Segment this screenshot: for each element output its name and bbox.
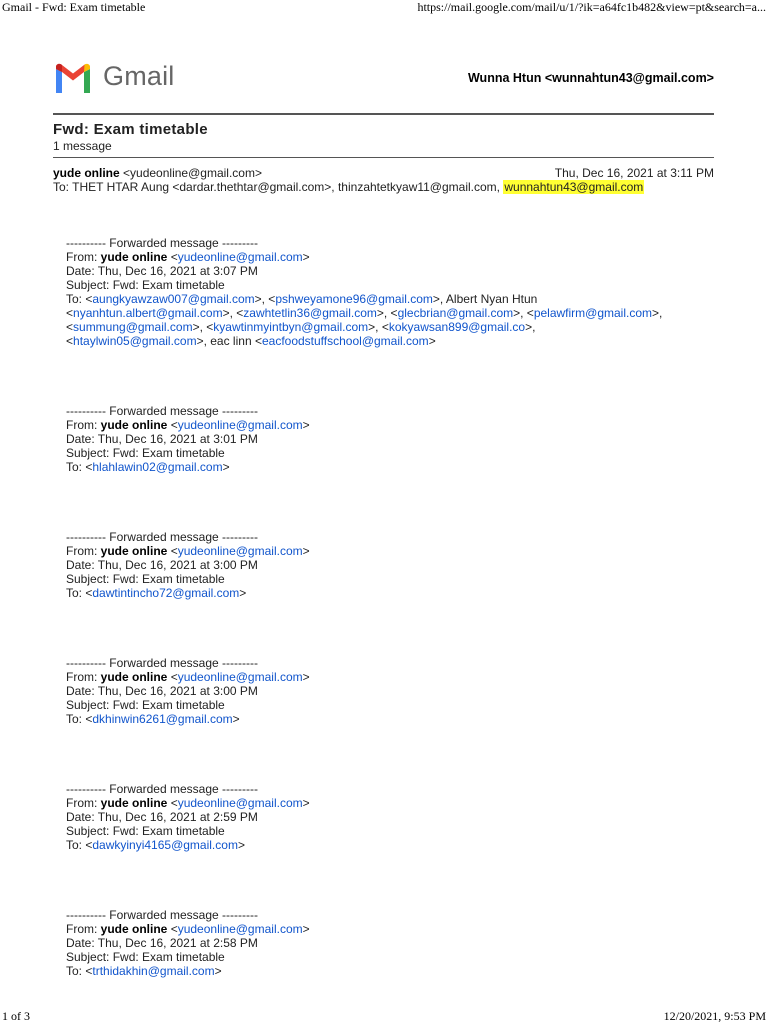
forward-separator	[66, 236, 662, 250]
recipient-email-link[interactable]: dkhinwin6261@gmail.com	[92, 712, 233, 726]
forward-separator	[66, 656, 310, 670]
print-datetime: 12/20/2021, 9:53 PM	[663, 1009, 766, 1023]
forward-from	[66, 670, 310, 684]
recipient-text: >	[232, 712, 240, 726]
forward-from	[66, 250, 662, 264]
forward-to-line	[66, 292, 662, 306]
from-lt: <	[167, 250, 178, 264]
from-lt: <	[167, 418, 178, 432]
from-name: yude online	[100, 544, 168, 558]
forward-subject: Subject: Fwd: Exam timetable	[66, 446, 225, 460]
recipient-email-link[interactable]: kokyawsan899@gmail.co	[388, 320, 526, 334]
forward-from	[66, 922, 310, 936]
forwarded-message-block	[66, 782, 310, 852]
separator-text: ---------- Forwarded message ---------	[66, 908, 258, 922]
highlighted-recipient: wunnahtun43@gmail.com	[504, 180, 644, 194]
gmail-logo	[53, 63, 183, 95]
forwarded-message-block	[66, 908, 310, 978]
forward-date: Date: Thu, Dec 16, 2021 at 3:01 PM	[66, 432, 258, 446]
from-gt: >	[302, 544, 310, 558]
separator-text: ---------- Forwarded message ---------	[66, 404, 258, 418]
forward-separator	[66, 908, 310, 922]
recipient-email-link[interactable]: aungkyawzaw007@gmail.com	[92, 292, 255, 306]
recipient-text: >, <	[513, 306, 534, 320]
forward-subject: Subject: Fwd: Exam timetable	[66, 572, 225, 586]
from-lt: <	[167, 922, 178, 936]
from-name: yude online	[100, 418, 168, 432]
recipient-text: >,	[525, 320, 536, 334]
message-count: 1 message	[53, 139, 112, 153]
forward-to-line	[66, 838, 310, 852]
recipient-text: To: <	[66, 838, 93, 852]
recipient-text: >, Albert Nyan Htun	[432, 292, 538, 306]
recipient-text: >, <	[222, 306, 244, 320]
from-label: From:	[66, 250, 101, 264]
forward-to-line	[66, 320, 662, 334]
gmail-m-icon	[53, 63, 93, 93]
from-gt: >	[302, 922, 310, 936]
from-name: yude online	[100, 250, 168, 264]
forward-subject: Subject: Fwd: Exam timetable	[66, 278, 225, 292]
print-header-url: https://mail.google.com/mail/u/1/?ik=a64fc1b482&view=pt&search=a...	[417, 0, 766, 14]
from-email-link[interactable]: yudeonline@gmail.com	[177, 922, 303, 936]
subject-divider	[53, 157, 714, 158]
recipient-email-link[interactable]: dawtintincho72@gmail.com	[92, 586, 240, 600]
from-label: From:	[66, 922, 101, 936]
recipient-email-link[interactable]: pshweyamone96@gmail.com	[275, 292, 433, 306]
recipient-text: To: <	[66, 964, 93, 978]
recipient-text: >	[239, 586, 247, 600]
from-name: yude online	[100, 922, 168, 936]
recipient-email-link[interactable]: htaylwin05@gmail.com	[73, 334, 197, 348]
recipient-text: <	[66, 320, 74, 334]
from-lt: <	[167, 670, 178, 684]
recipient-text: >	[222, 460, 230, 474]
separator-tail: ---------	[222, 236, 258, 250]
recipient-text: >, eac linn <	[196, 334, 262, 348]
recipient-email-link[interactable]: nyanhtun.albert@gmail.com	[73, 306, 223, 320]
header-divider	[53, 113, 714, 115]
forward-separator	[66, 404, 310, 418]
forward-separator	[66, 530, 310, 544]
from-email-link[interactable]: yudeonline@gmail.com	[177, 670, 303, 684]
from-gt: >	[302, 250, 310, 264]
forward-date: Date: Thu, Dec 16, 2021 at 3:00 PM	[66, 684, 258, 698]
recipient-email-link[interactable]: kyawtinmyintbyn@gmail.com	[213, 320, 369, 334]
forward-date: Date: Thu, Dec 16, 2021 at 2:58 PM	[66, 936, 258, 950]
forward-to-line	[66, 334, 662, 348]
recipient-email-link[interactable]: hlahlawin02@gmail.com	[92, 460, 223, 474]
recipient-text: >	[237, 838, 245, 852]
forward-to-line	[66, 306, 662, 320]
from-email-link[interactable]: yudeonline@gmail.com	[177, 796, 303, 810]
forward-separator	[66, 782, 310, 796]
thread-subject: Fwd: Exam timetable	[53, 121, 208, 138]
message-recipients	[53, 180, 644, 194]
forward-date: Date: Thu, Dec 16, 2021 at 2:59 PM	[66, 810, 258, 824]
from-label: From:	[66, 544, 101, 558]
recipient-text: >, <	[368, 320, 389, 334]
separator-text: ---------- Forwarded message	[66, 236, 223, 250]
forward-from	[66, 544, 310, 558]
from-lt: <	[167, 544, 178, 558]
from-label: From:	[66, 670, 101, 684]
separator-text: ---------- Forwarded message ---------	[66, 656, 258, 670]
recipient-email-link[interactable]: eacfoodstuffschool@gmail.com	[261, 334, 429, 348]
recipient-email-link[interactable]: dawkyinyi4165@gmail.com	[92, 838, 238, 852]
forward-date: Date: Thu, Dec 16, 2021 at 3:00 PM	[66, 558, 258, 572]
from-email-link[interactable]: yudeonline@gmail.com	[177, 250, 303, 264]
forward-subject: Subject: Fwd: Exam timetable	[66, 824, 225, 838]
from-gt: >	[302, 670, 310, 684]
recipient-text: >, <	[254, 292, 276, 306]
forward-subject: Subject: Fwd: Exam timetable	[66, 950, 225, 964]
separator-text: ---------- Forwarded message ---------	[66, 530, 258, 544]
forward-to-line	[66, 712, 310, 726]
message-sender	[53, 166, 262, 180]
print-header-title: Gmail - Fwd: Exam timetable	[2, 0, 146, 14]
recipient-email-link[interactable]: glecbrian@gmail.com	[397, 306, 514, 320]
recipient-email-link[interactable]: summung@gmail.com	[73, 320, 193, 334]
forward-to-line	[66, 460, 310, 474]
message-date: Thu, Dec 16, 2021 at 3:11 PM	[554, 166, 714, 180]
from-email-link[interactable]: yudeonline@gmail.com	[177, 418, 303, 432]
recipient-email-link[interactable]: trthidakhin@gmail.com	[92, 964, 215, 978]
recipient-text: To: <	[66, 292, 93, 306]
from-gt: >	[302, 418, 310, 432]
from-gt: >	[302, 796, 310, 810]
account-label: Wunna Htun <wunnahtun43@gmail.com>	[467, 71, 714, 85]
sender-name: yude online	[53, 166, 120, 180]
recipient-text: To: <	[66, 460, 93, 474]
forward-to-line	[66, 964, 310, 978]
recipient-text: <	[66, 334, 74, 348]
forward-from	[66, 418, 310, 432]
recipient-text: >	[214, 964, 222, 978]
forwarded-message-block	[66, 236, 662, 348]
page-number: 1 of 3	[2, 1009, 30, 1023]
sender-email: <yudeonline@gmail.com>	[123, 166, 262, 180]
recipient-email-link[interactable]: pelawfirm@gmail.com	[533, 306, 653, 320]
forward-from	[66, 796, 310, 810]
from-email-link[interactable]: yudeonline@gmail.com	[177, 544, 303, 558]
recipient-text: >	[428, 334, 436, 348]
forward-date: Date: Thu, Dec 16, 2021 at 3:07 PM	[66, 264, 258, 278]
separator-text: ---------- Forwarded message ---------	[66, 782, 258, 796]
recipients-text: To: THET HTAR Aung <dardar.thethtar@gmail.com>, thinzahtetkyaw11@gmail.com,	[53, 180, 501, 194]
forwarded-message-block	[66, 656, 310, 726]
from-label: From:	[66, 796, 101, 810]
print-header	[0, 0, 768, 16]
gmail-wordmark: Gmail	[103, 61, 175, 91]
forwarded-message-block	[66, 404, 310, 474]
recipient-email-link[interactable]: zawhtetlin36@gmail.com	[243, 306, 377, 320]
forward-subject: Subject: Fwd: Exam timetable	[66, 698, 225, 712]
recipient-text: To: <	[66, 712, 93, 726]
forwarded-message-block	[66, 530, 310, 600]
from-name: yude online	[100, 670, 168, 684]
recipient-text: >, <	[192, 320, 214, 334]
recipient-text: To: <	[66, 586, 93, 600]
print-footer	[0, 1009, 768, 1025]
from-lt: <	[167, 796, 178, 810]
forward-to-line	[66, 586, 310, 600]
recipient-text: >, <	[376, 306, 398, 320]
recipient-text: >,	[652, 306, 663, 320]
from-name: yude online	[100, 796, 168, 810]
from-label: From:	[66, 418, 101, 432]
recipient-text: <	[66, 306, 74, 320]
